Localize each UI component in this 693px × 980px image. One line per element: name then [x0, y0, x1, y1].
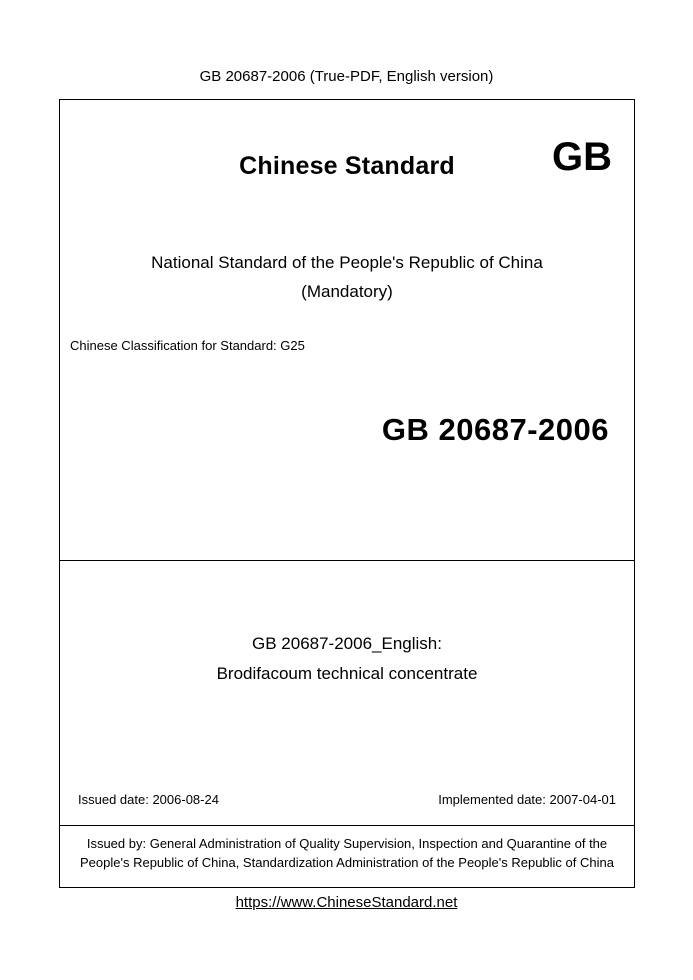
english-title: [60, 629, 634, 689]
standard-cover-box: [59, 99, 635, 888]
gb-logo: GB: [552, 135, 612, 179]
date-row: [60, 792, 634, 807]
classification-text: Chinese Classification for Standard: G25: [70, 338, 305, 353]
cover-subtitle: [60, 248, 634, 306]
standard-number: GB 20687-2006: [381, 412, 609, 447]
page-header-title: GB 20687-2006 (True-PDF, English version): [199, 68, 494, 85]
cover-subtitle-line1: National Standard of the People's Republic of China: [151, 253, 543, 272]
cover-upper-section: [60, 100, 634, 561]
site-url-anchor[interactable]: https://www.ChineseStandard.net: [235, 894, 458, 911]
issued-date: Issued date: 2006-08-24: [78, 792, 219, 807]
issuer-text: Issued by: General Administration of Quality Supervision, Inspection and Quarantine of the People's Republic of China, Standardization Administration of the People's Republic of China: [80, 836, 614, 870]
implemented-date: Implemented date: 2007-04-01: [438, 792, 616, 807]
site-url-link[interactable]: [0, 894, 693, 911]
cover-lower-section: [60, 561, 634, 826]
english-title-line2: Brodifacoum technical concentrate: [216, 664, 478, 683]
english-title-line1: GB 20687-2006_English:: [252, 634, 442, 653]
cover-title: Chinese Standard: [239, 152, 455, 180]
cover-subtitle-line2: (Mandatory): [301, 282, 393, 301]
